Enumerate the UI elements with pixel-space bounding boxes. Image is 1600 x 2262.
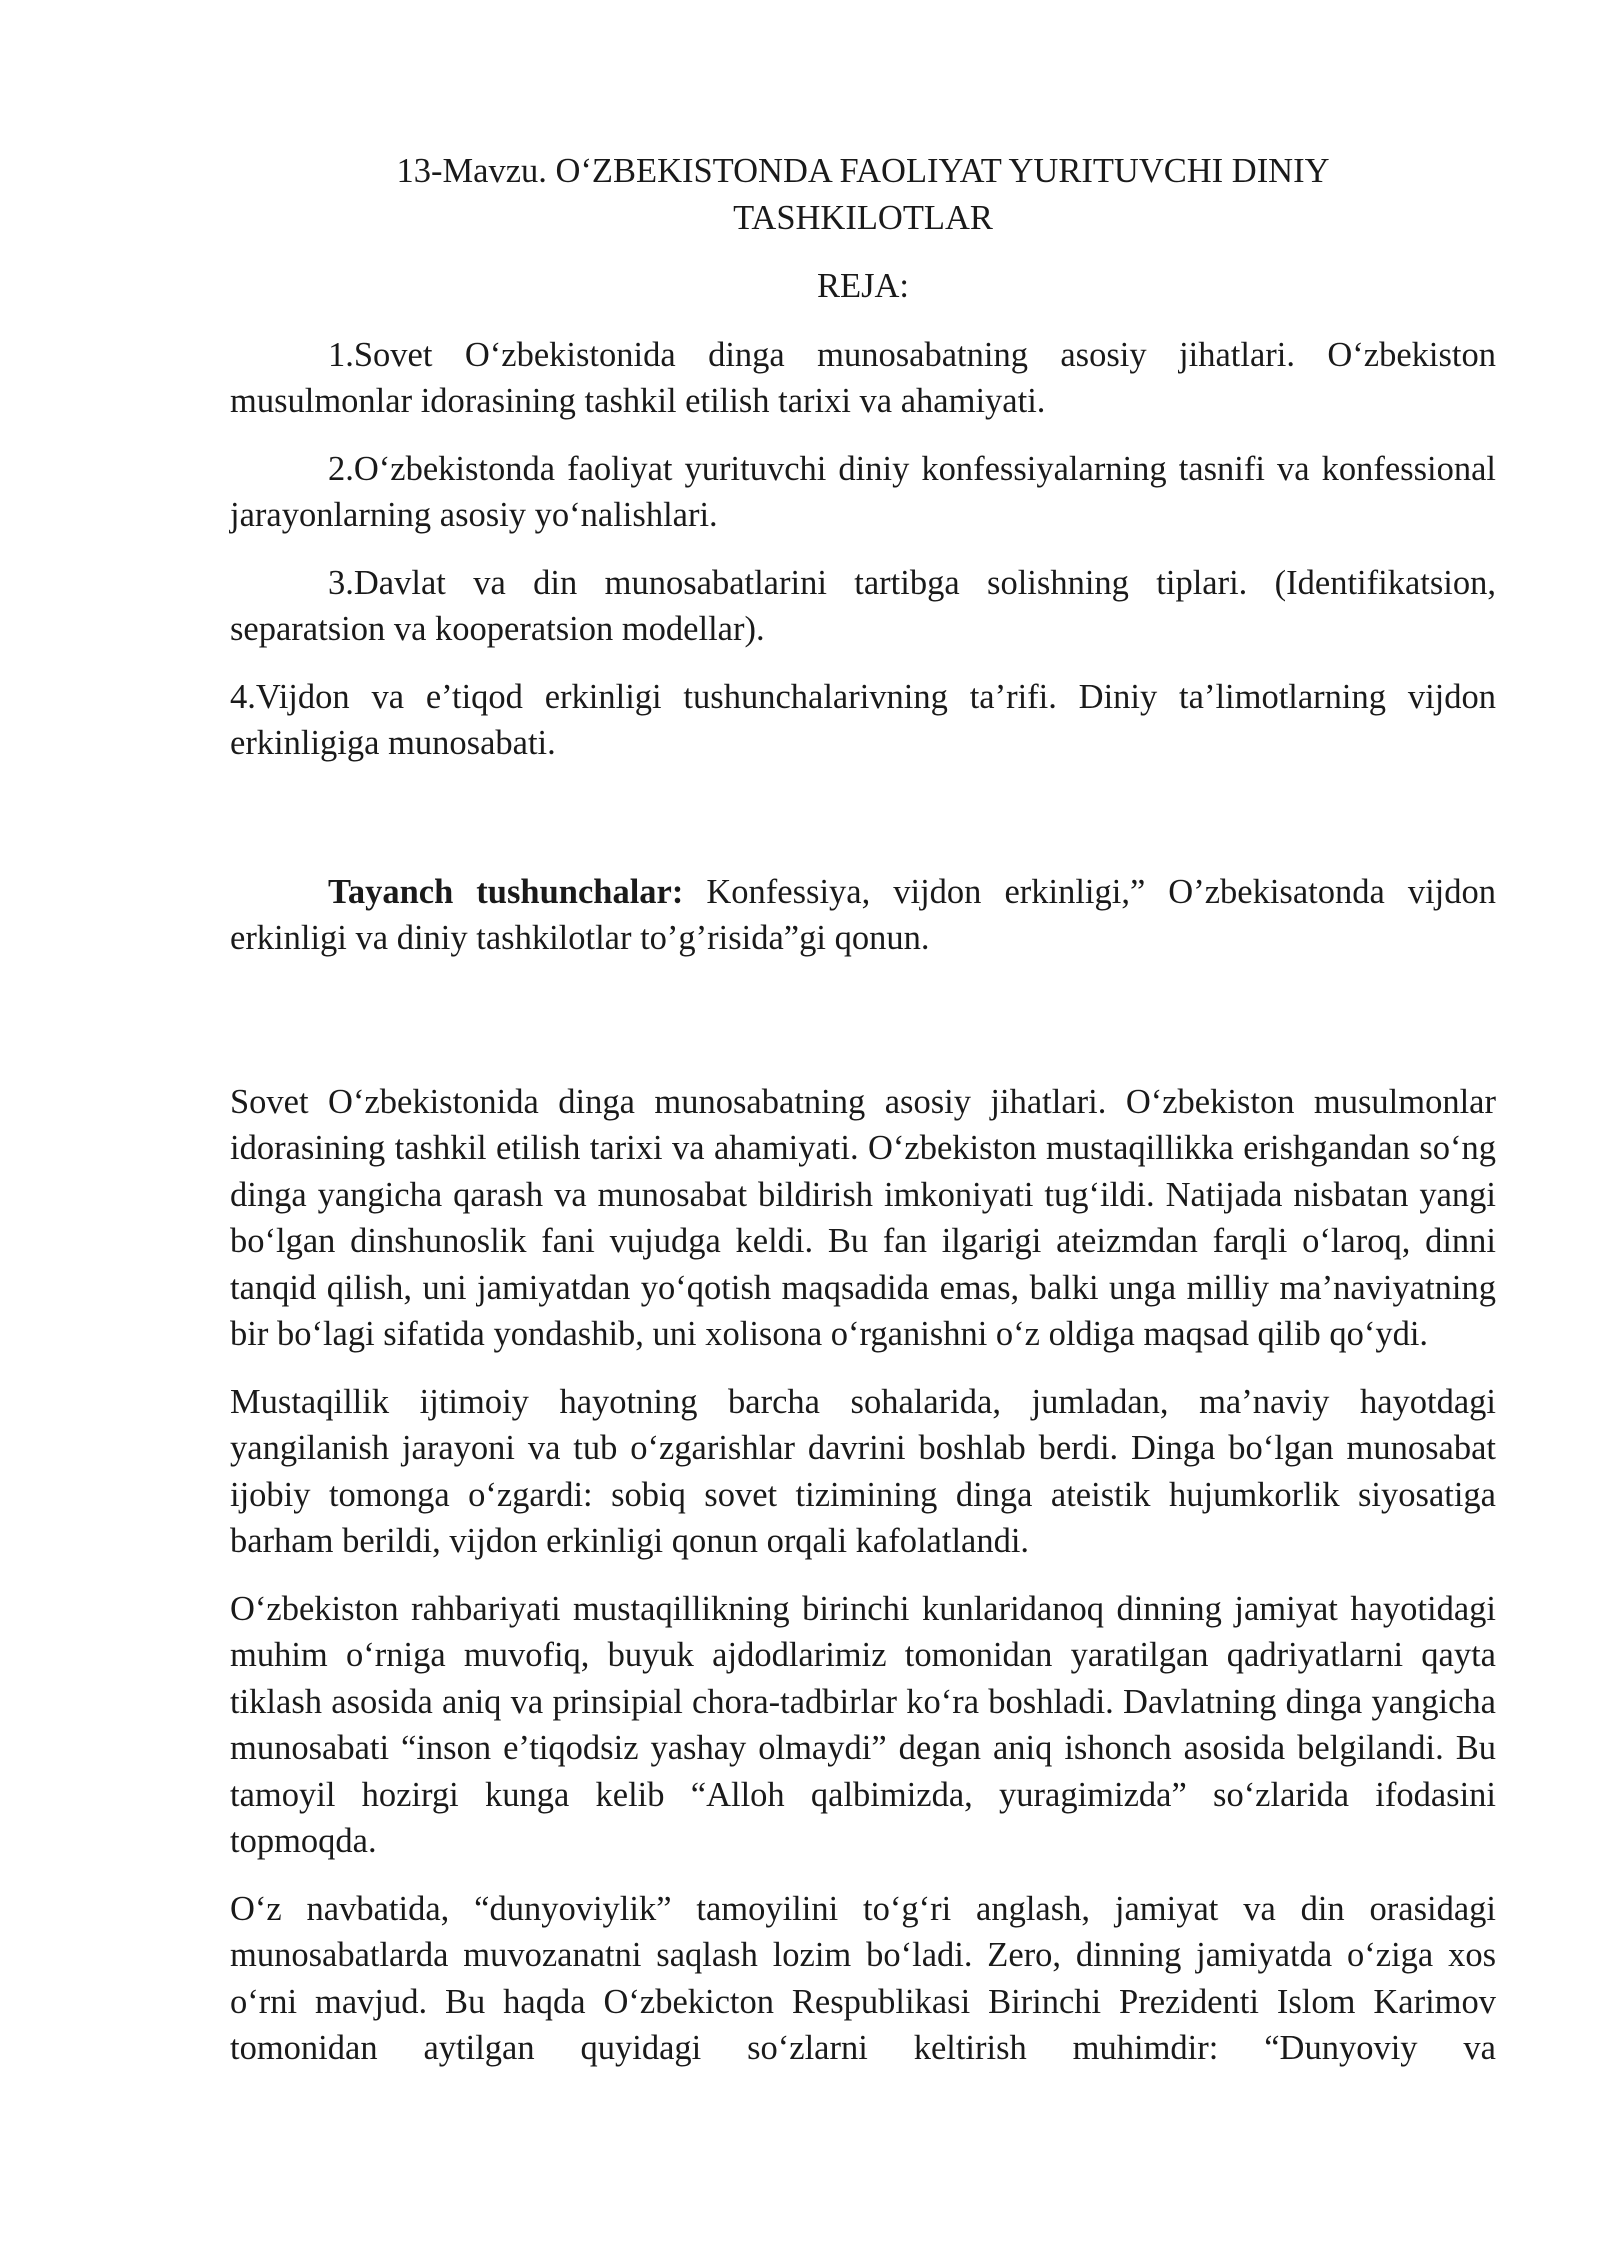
- plan-item-1: 1.Sovet O‘zbekistonida dinga munosabatning asosiy jihatlari. O‘zbekiston musulmonlar idorasining tashkil etilish tarixi va ahamiyati.: [230, 335, 1496, 420]
- body-paragraph-3: O‘zbekiston rahbariyati mustaqillikning birinchi kunlaridanoq dinning jamiyat hayotidagi muhim o‘rniga muvofiq, buyuk ajdodlarimiz tomonidan yaratilgan qadriyatlarni qayta tiklash asosida aniq va prinsipial chora-tadbirlar ko‘ra boshladi. Davlatning dinga yangicha munosabati “inson e’tiqodsiz yashay olmaydi” degan aniq ishonch asosida belgilandi. Bu tamoyil hozirgi kunga kelib “Alloh qalbimizda, yuragimizda” so‘zlarida ifodasini topmoqda.: [230, 1589, 1496, 1860]
- plan-item-4: 4.Vijdon va e’tiqod erkinligi tushunchalarivning ta’rifi. Diniy ta’limotlarning vijdon erkinligiga munosabati.: [230, 677, 1496, 762]
- key-terms-text: Konfessiya, vijdon erkinligi,” O’zbekisatonda vijdon erkinligi va diniy tashkilotlar to’g’risida”gi qonun.: [230, 872, 1496, 957]
- body-paragraph-1: Sovet O‘zbekistonida dinga munosabatning asosiy jihatlari. O‘zbekiston musulmonlar idorasining tashkil etilish tarixi va ahamiyati. O‘zbekiston mustaqillikka erishgandan so‘ng dinga yangicha qarash va munosabat bildirish imkoniyati tug‘ildi. Natijada nisbatan yangi bo‘lgan dinshunoslik fani vujudga keldi. Bu fan ilgarigi ateizmdan farqli o‘laroq, dinni tanqid qilish, uni jamiyatdan yo‘qotish maqsadida emas, balki unga milliy ma’naviyatning bir bo‘lagi sifatida yondashib, uni xolisona o‘rganishni o‘z oldiga maqsad qilib qo‘ydi.: [230, 1082, 1496, 1353]
- plan-item-2: 2.O‘zbekistonda faoliyat yurituvchi diniy konfessiyalarning tasnifi va konfessional jarayonlarning asosiy yo‘nalishlari.: [230, 449, 1496, 534]
- title-line-2: TASHKILOTLAR: [733, 198, 993, 237]
- key-terms: [230, 869, 1496, 962]
- plan-heading: REJA:: [816, 267, 909, 305]
- document-page: [230, 148, 1496, 2093]
- body-text: [230, 1079, 1496, 2072]
- plan-list: [230, 332, 1496, 767]
- key-terms-label: Tayanch tushunchalar:: [328, 872, 684, 911]
- title-line-1: 13-Mavzu. O‘ZBEKISTONDA FAOLIYAT YURITUVCHI DINIY: [396, 152, 1330, 190]
- body-paragraph-2: Mustaqillik ijtimoiy hayotning barcha sohalarida, jumladan, ma’naviy hayotdagi yangilanish jarayoni va tub o‘zgarishlar davrini boshlab berdi. Dinga bo‘lgan munosabat ijobiy tomonga o‘zgardi: sobiq sovet tizimining dinga ateistik hujumkorlik siyosatiga barham berildi, vijdon erkinligi qonun orqali kafolatlandi.: [230, 1382, 1496, 1560]
- plan-item-3: 3.Davlat va din munosabatlarini tartibga solishning tiplari. (Identifikatsion, separatsion va kooperatsion modellar).: [230, 563, 1496, 648]
- document-title: [230, 148, 1496, 241]
- body-paragraph-4: O‘z navbatida, “dunyoviylik” tamoyilini to‘g‘ri anglash, jamiyat va din orasidagi munosabatlarda muvozanatni saqlash lozim bo‘ladi. Zero, dinning jamiyatda o‘ziga xos o‘rni mavjud. Bu haqda O‘zbekicton Respublikasi Birinchi Prezidenti Islom Karimov tomonidan aytilgan quyidagi so‘zlarni keltirish muhimdir: “Dunyoviy va: [230, 1889, 1496, 2067]
